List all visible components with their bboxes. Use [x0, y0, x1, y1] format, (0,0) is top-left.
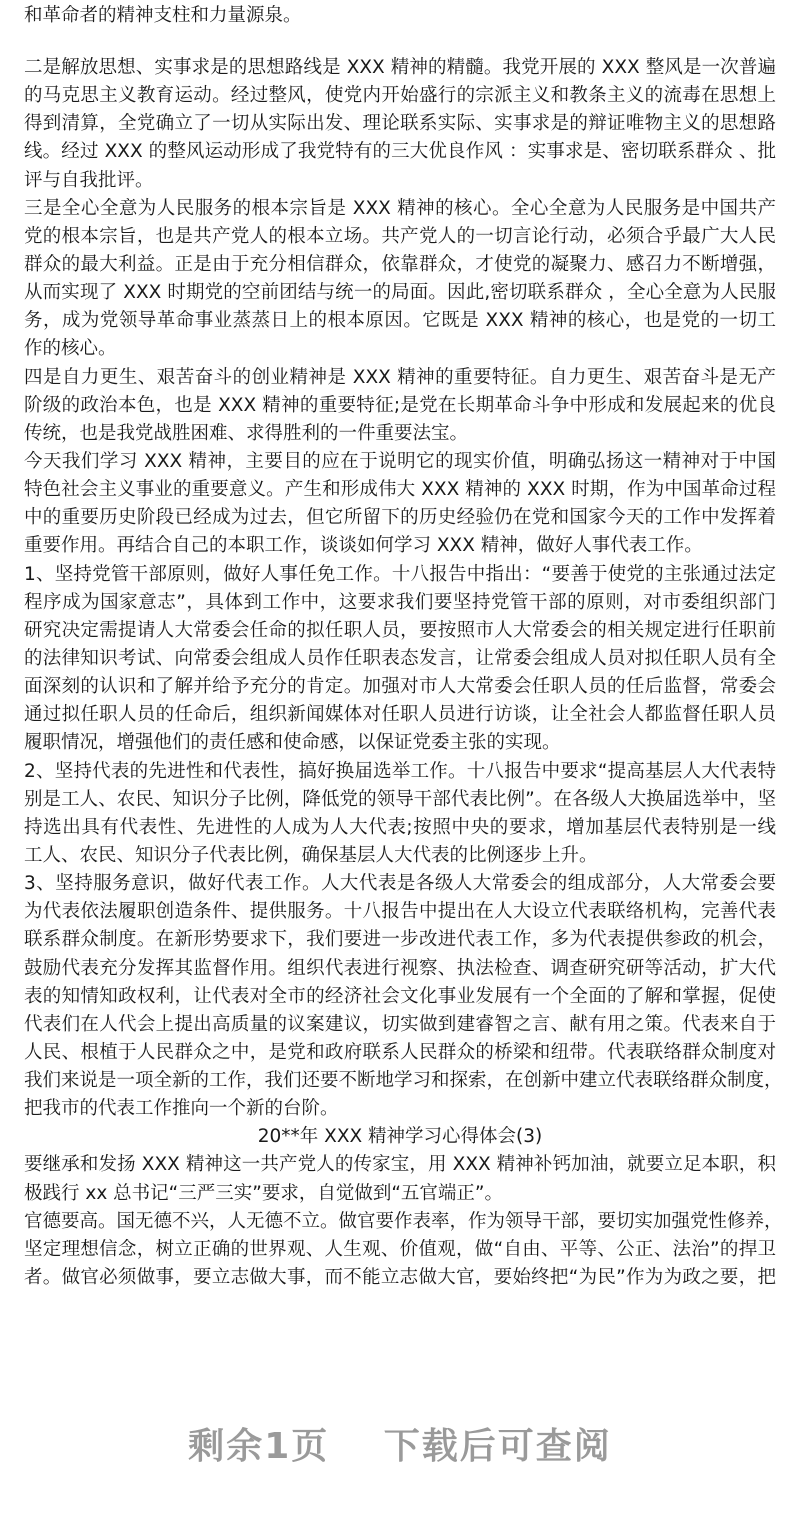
paragraph-line: 二是解放思想、实事求是的思想路线是 XXX 精神的精髓。我党开展的 XXX 整风是一次普遍 — [24, 57, 776, 78]
paragraph-line: 传统，也是我党战胜困难、求得胜利的一件重要法宝。 — [24, 422, 469, 444]
paragraph-line: 履职情况，增强他们的责任感和使命感，以保证党委主张的实现。 — [24, 732, 561, 754]
paragraph-line: 3、坚持服务意识，做好代表工作。人大代表是各级人大常委会的组成部分，人大常委会要 — [24, 873, 776, 895]
paragraph-line: 党的根本宗旨，也是共产党人的根本立场。共产党人的一切言论行动，必须合乎最广大人民 — [24, 225, 776, 247]
paragraph-line: 人民、根植于人民群众之中，是党和政府联系人民群众的桥梁和纽带。代表联络群众制度对 — [24, 1041, 776, 1063]
paragraph — [24, 195, 776, 364]
paragraph-line: 要继承和发扬 XXX 精神这一共产党人的传家宝，用 XXX 精神补钙加油，就要立足本职，积 — [24, 1154, 776, 1176]
paragraph-line: 极践行 xx 总书记“三严三实”要求，自觉做到“五官端正”。 — [24, 1182, 503, 1204]
paragraph-line: 四是自力更生、艰苦奋斗的创业精神是 XXX 精神的重要特征。自力更生、艰苦奋斗是无产 — [24, 366, 776, 388]
paragraph-line: 表的知情知政权利，让代表对全市的经济社会文化事业发展有一个全面的了解和掌握，促使 — [24, 985, 776, 1007]
paragraph-line: 今天我们学习 XXX 精神，主要目的应在于说明它的现实价值，明确弘扬这一精神对于中国 — [24, 450, 776, 472]
paragraph — [24, 1208, 783, 1292]
paragraph-line: 特色社会主义事业的重要意义。产生和形成伟大 XXX 精神的 XXX 时期，作为中国革命过程 — [24, 479, 776, 501]
paragraph — [24, 448, 776, 561]
paragraph-line: 鼓励代表充分发挥其监督作用。组织代表进行视察、执法检查、调查研究研等活动，扩大代 — [24, 957, 776, 979]
spacer — [24, 0, 776, 54]
paragraph-line: 的法律知识考试、向常委会组成人员作任职表态发言，让常委会组成人员对拟任职人员有全 — [24, 647, 776, 669]
paragraph-line: 重要作用。再结合自己的本职工作，谈谈如何学习 XXX 精神，做好人事代表工作。 — [24, 535, 703, 557]
paragraph-line: 通过拟任职人员的任命后，组织新闻媒体对任职人员进行访谈，让全社会人都监督任职人员 — [24, 704, 776, 726]
paragraph-line: 程序成为国家意志”，具体到工作中，这要求我们要坚持党管干部的原则，对市委组织部门 — [24, 591, 776, 613]
paragraph-line: 评与自我批评。 — [24, 169, 154, 191]
paragraph-line: 从而实现了 XXX 时期党的空前团结与统一的局面。因此,密切联系群众 ，全心全意为人民服 — [24, 282, 776, 304]
paragraph-line: 作的核心。 — [24, 338, 117, 360]
paragraph — [24, 870, 783, 1123]
paragraph-line: 的马克思主义教育运动。经过整风，使党内开始盛行的宗派主义和教条主义的流毒在思想上 — [24, 85, 776, 107]
paragraph-line: 线。经过 XXX 的整风运动形成了我党特有的三大优良作风 ：实事求是、密切联系群众 、批 — [24, 141, 776, 163]
paragraph — [24, 364, 776, 448]
paragraph-line: 面深刻的认识和了解并给予充分的肯定。加强对市人大常委会任职人员的任后监督，常委会 — [24, 676, 776, 698]
paragraph-line: 代表们在人代会上提出高质量的议案建议，切实做到建睿智之言、献有用之策。代表来自于 — [24, 1013, 776, 1035]
paragraph-line: 得到清算，全党确立了一切从实际出发、理论联系实际、实事求是的辩证唯物主义的思想路 — [24, 113, 776, 135]
section-title: 20**年 XXX 精神学习心得体会(3) — [257, 1126, 543, 1148]
paragraph-line: 坚定理想信念，树立正确的世界观、人生观、价值观，做“自由、平等、公正、法治”的捍卫 — [24, 1238, 776, 1260]
paragraph — [24, 1151, 776, 1207]
paragraph-line: 者。做官必须做事，要立志做大事，而不能立志做大官，要始终把“为民”作为为政之要，把 — [24, 1267, 776, 1289]
paragraph-line: 中的重要历史阶段已经成为过去，但它所留下的历史经验仍在党和国家今天的工作中发挥着 — [24, 507, 776, 529]
remaining-pages-label: 剩余1页 — [188, 1426, 330, 1467]
paragraph-line: 官德要高。国无德不兴，人无德不立。做官要作表率，作为领导干部，要切实加强党性修养， — [24, 1210, 783, 1232]
document-body — [24, 0, 783, 1292]
paragraph — [24, 758, 776, 871]
paragraph-line: 把我市的代表工作推向一个新的台阶。 — [24, 1098, 339, 1120]
paragraph-line: 三是全心全意为人民服务的根本宗旨是 XXX 精神的核心。全心全意为人民服务是中国共产 — [24, 197, 776, 219]
document-line: 和革命者的精神支柱和力量源泉。 — [24, 5, 302, 26]
paragraph-line: 2、坚持代表的先进性和代表性，搞好换届选举工作。十八报告中要求“提高基层人大代表特 — [24, 760, 776, 782]
paragraph-line: 我们来说是一项全新的工作，我们还要不断地学习和探索，在创新中建立代表联络群众制度， — [24, 1070, 783, 1092]
paragraph — [24, 561, 776, 758]
paragraph-line: 研究决定需提请人大常委会任命的拟任职人员，要按照市人大常委会的相关规定进行任职前 — [24, 619, 776, 641]
paragraph-line: 持选出具有代表性、先进性的人成为人大代表;按照中央的要求，增加基层代表特别是一线 — [24, 816, 776, 838]
paragraph-line: 阶级的政治本色，也是 XXX 精神的重要特征;是党在长期革命斗争中形成和发展起来的优良 — [24, 394, 776, 416]
paragraph-line: 别是工人、农民、知识分子比例，降低党的领导干部代表比例”。在各级人大换届选举中，坚 — [24, 788, 776, 810]
paragraph-line: 务，成为党领导革命事业蒸蒸日上的根本原因。它既是 XXX 精神的核心，也是党的一切工 — [24, 310, 776, 332]
paragraph-line: 为代表依法履职创造条件、提供服务。十八报告中提出在人大设立代表联络机构，完善代表 — [24, 901, 776, 923]
download-prompt[interactable] — [0, 1418, 800, 1469]
paragraph-line: 工人、农民、知识分子代表比例，确保基层人大代表的比例逐步上升。 — [24, 844, 598, 866]
paragraph-line: 联系群众制度。在新形势要求下，我们要进一步改进代表工作，多为代表提供参政的机会， — [24, 929, 776, 951]
paragraph-line: 群众的最大利益。正是由于充分相信群众，依靠群众，才使党的凝聚力、感召力不断增强， — [24, 253, 776, 275]
paragraph-line: 1、坚持党管干部原则，做好人事任免工作。十八报告中指出：“要善于使党的主张通过法定 — [24, 563, 776, 585]
paragraph — [24, 54, 776, 195]
download-to-view-label: 下载后可查阅 — [383, 1426, 612, 1467]
